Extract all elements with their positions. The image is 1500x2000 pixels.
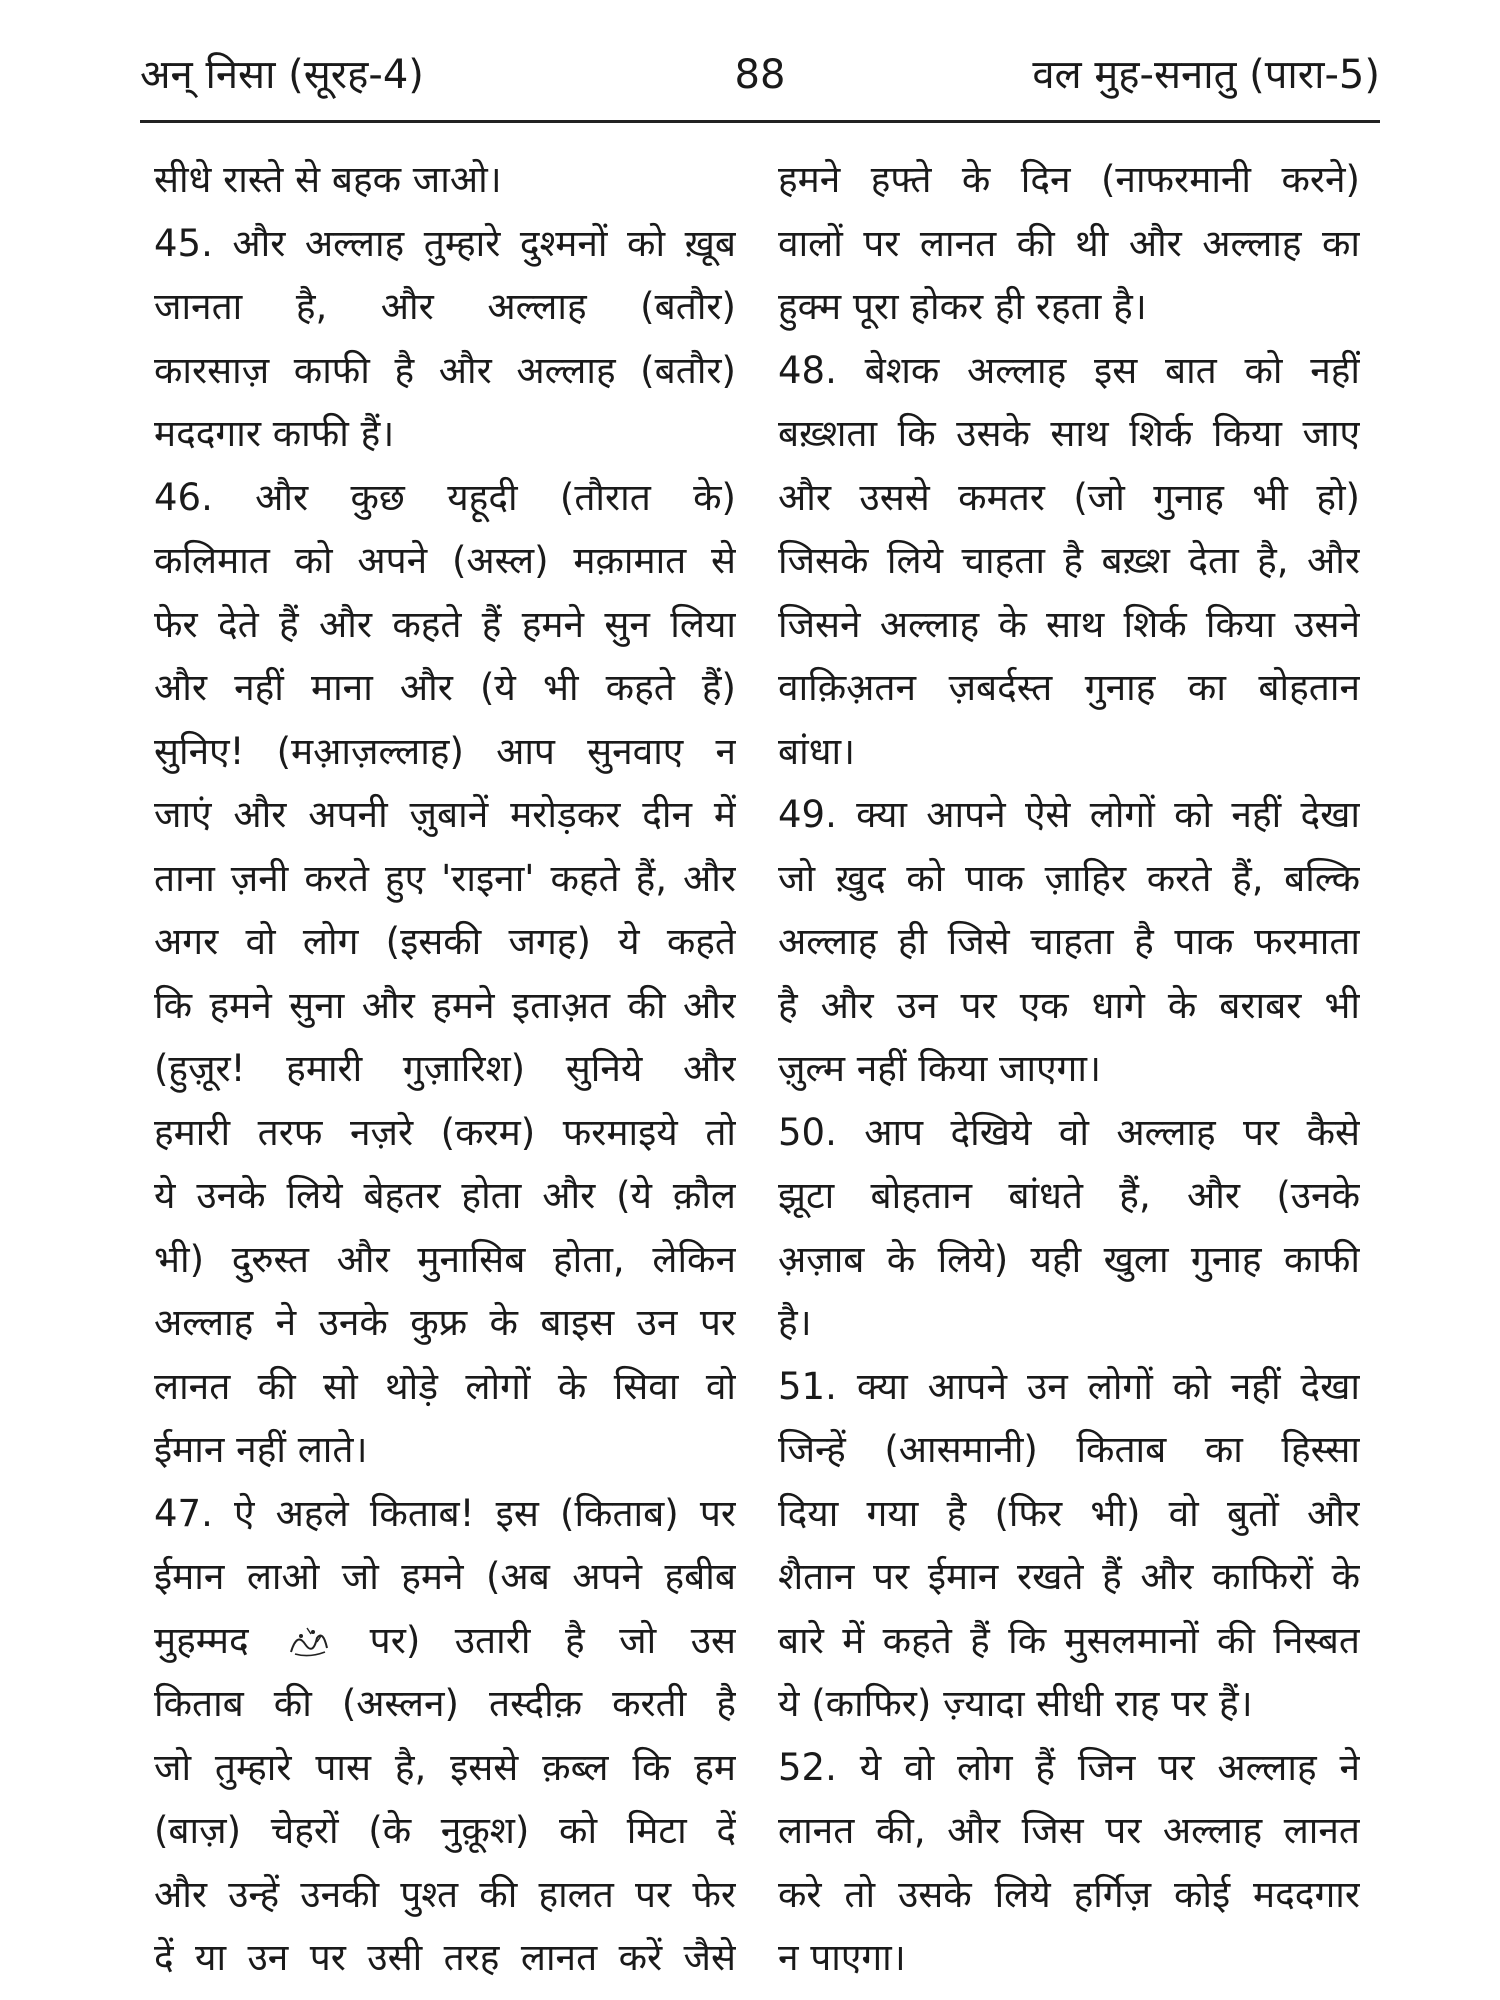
text-line: सीधे रास्ते से बहक जाओ। [154,158,502,201]
text-line: अगर वो लोग (इसकी जगह) ये कहते [154,920,736,963]
text-line: दें या उन पर उसी तरह लानत करें जैसे [154,1936,736,1979]
text-line: 48. बेशक अल्लाह इस बात को नहीं [778,348,1360,392]
header-divider [140,120,1380,123]
text-segment: पर) उतारी है जो उस [369,1618,736,1662]
text-line: अ़ज़ाब के लिये) यही खुला गुनाह काफी [778,1237,1360,1281]
text-line: 47. ऐ अहले किताब! इस (किताब) पर [154,1491,736,1535]
text-line: 49. क्या आपने ऐसे लोगों को नहीं देखा [778,793,1360,836]
text-line: बारे में कहते हैं कि मुसलमानों की निस्बत [778,1618,1360,1662]
text-line: 52. ये वो लोग हैं जिन पर अल्लाह ने [778,1745,1360,1789]
text-line: लानत की, और जिस पर अल्लाह लानत [778,1809,1360,1852]
text-line: है और उन पर एक धागे के बराबर भी [778,983,1360,1027]
text-line: वालों पर लानत की थी और अल्लाह का [778,221,1360,265]
text-line: जिन्हें (आसमानी) किताब का हिस्सा [778,1428,1360,1471]
text-line: हुक्म पूरा होकर ही रहता है। [778,285,1147,328]
text-line: बांधा। [778,729,856,773]
text-line: सुनिए! (मआ़ज़ल्लाह) आप सुनवाए न [154,729,736,773]
text-line: शैतान पर ईमान रखते हैं और काफिरों के [778,1555,1360,1598]
text-line: और नहीं माना और (ये भी कहते हैं) [154,666,736,709]
text-line: जानता है, और अल्लाह (बतौर) [154,285,736,328]
left-column [154,148,736,1990]
text-line: जो तुम्हारे पास है, इससे क़ब्ल कि हम [154,1745,736,1789]
text-line: ये (काफिर) ज़्यादा सीधी राह पर हैं। [778,1682,1253,1725]
text-line: और उन्हें उनकी पुश्त की हालत पर फेर [154,1872,736,1916]
text-line: जाएं और अपनी ज़ुबानें मरोड़कर दीन में [154,793,736,836]
text-line: 45. और अल्लाह तुम्हारे दुश्मनों को ख़ूब [154,221,736,265]
text-line: हमने हफ्ते के दिन (नाफरमानी करने) [778,158,1360,201]
text-line: ये उनके लिये बेहतर होता और (ये क़ौल [154,1174,736,1217]
text-line: मददगार काफी हैं। [154,412,395,455]
para-title: वल मुह-सनातु (पारा-5) [1032,52,1380,98]
text-line: (हुज़ूर! हमारी गुज़ारिश) सुनिये और [154,1047,736,1090]
text-line: 50. आप देखिये वो अल्लाह पर कैसे [778,1110,1360,1154]
text-line: करे तो उसके लिये हर्गिज़ कोई मददगार [778,1872,1360,1916]
text-line: लानत की सो थोड़े लोगों के सिवा वो [154,1364,736,1408]
salutation-calligraphy-icon [287,1624,331,1660]
text-line: ताना ज़नी करते हुए 'राइना' कहते हैं, और [154,856,736,900]
text-line: फेर देते हैं और कहते हैं हमने सुन लिया [154,602,736,646]
text-line: और उससे कमतर (जो गुनाह भी हो) [778,475,1360,519]
page-header [140,40,1380,110]
text-line: न पाएगा। [778,1936,906,1979]
text-line: हमारी तरफ नज़रे (करम) फरमाइये तो [154,1110,736,1154]
text-line: है। [778,1301,812,1344]
right-column [778,148,1360,1990]
text-line: झूटा बोहतान बांधते हैं, और (उनके [778,1174,1360,1217]
text-line: ज़ुल्म नहीं किया जाएगा। [778,1047,1101,1090]
text-line: (बाज़) चेहरों (के नुक़ूश) को मिटा दें [154,1809,736,1852]
text-line: जिसके लिये चाहता है बख़्श देता है, और [778,539,1360,582]
text-line: ईमान लाओ जो हमने (अब अपने हबीब [154,1555,736,1598]
text-line: किताब की (अस्लन) तस्दीक़ करती है [154,1682,736,1725]
text-line: जो ख़ुद को पाक ज़ाहिर करते हैं, बल्कि [778,856,1360,900]
text-line: भी) दुरुस्त और मुनासिब होता, लेकिन [154,1237,736,1281]
text-line: ईमान नहीं लाते। [154,1428,368,1471]
text-segment: मुहम्मद [154,1618,249,1662]
text-line: 51. क्या आपने उन लोगों को नहीं देखा [778,1364,1360,1408]
page-number: 88 [734,52,786,98]
text-line: अल्लाह ने उनके कुफ्र के बाइस उन पर [154,1301,736,1344]
text-line: अल्लाह ही जिसे चाहता है पाक फरमाता [778,920,1360,963]
text-line: दिया गया है (फिर भी) वो बुतों और [778,1491,1360,1535]
text-line: कारसाज़ काफी है और अल्लाह (बतौर) [154,348,736,392]
text-line: बख़्शता कि उसके साथ शिर्क किया जाए [778,412,1360,455]
text-line: कि हमने सुना और हमने इताअ़त की और [154,983,736,1027]
text-line: कलिमात को अपने (अस्ल) मक़ामात से [154,539,736,582]
text-line [154,1609,736,1673]
surah-title: अन् निसा (सूरह-4) [140,52,424,98]
text-line: 46. और कुछ यहूदी (तौरात के) [154,475,736,519]
text-line: जिसने अल्लाह के साथ शिर्क किया उसने [778,602,1360,646]
text-line: वाक़िअ़तन ज़बर्दस्त गुनाह का बोहतान [778,666,1360,709]
